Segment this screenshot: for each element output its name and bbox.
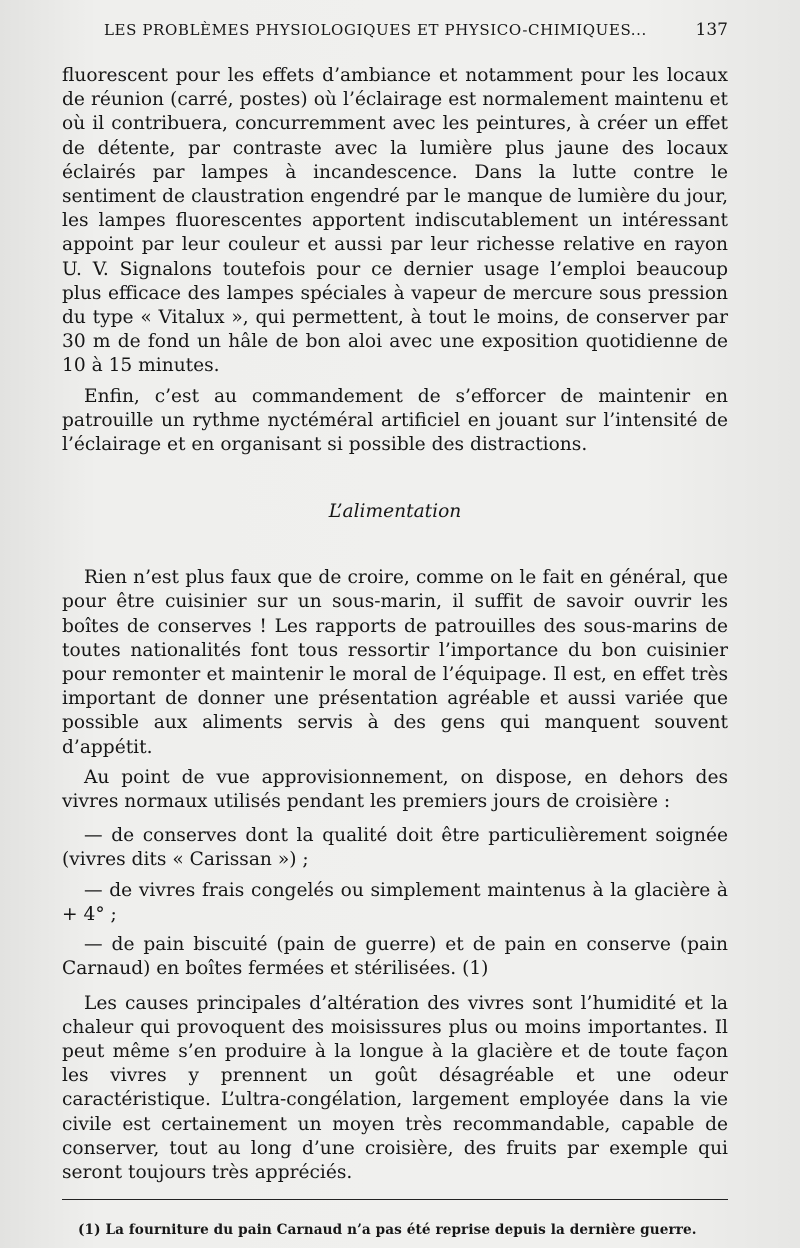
footnote-rule xyxy=(62,1199,728,1200)
section-title: L’alimentation xyxy=(328,501,462,523)
paragraph-supplies: Au point de vue approvisionnement, on dispose, en dehors des vivres normaux utilisés pendant les premiers jours de croisière : xyxy=(62,766,728,813)
paragraph-lighting: fluorescent pour les effets d’ambiance et notamment pour les locaux de réunion (carré, postes) où l’éclairage est normalement maintenu et où il contribuera, concurremment avec les peintures, à créer un effet de détente, par contraste avec la lumière plus jaune des locaux éclairés par lampes à incandescence. Dans la lutte contre le sentiment de claustration engendré par le manque de lumière du jour, les lampes fluorescentes apportent indiscutablement un intéressant appoint par leur couleur et aussi par leur richesse relative en rayon U. V. Signalons toutefois pour ce dernier usage l’emploi beaucoup plus efficace des lampes spéciales à vapeur de mercure sous pression du type « Vitalux », qui permettent, à tout le moins, de conserver par 30 m de fond un hâle de bon aloi avec une exposition quotidienne de 10 à 15 minutes. xyxy=(62,65,728,377)
list-item-conserves: — de conserves dont la qualité doit être particulièrement soignée (vivres dits « Carissan ») ; xyxy=(62,825,728,871)
list-item-frozen: — de vivres frais congelés ou simplement maintenus à la glacière à + 4° ; xyxy=(62,879,728,925)
footnote: (1) La fourniture du pain Carnaud n’a pas été reprise depuis la dernière guerre. xyxy=(78,1222,697,1239)
page-number: 137 xyxy=(695,20,728,40)
list-item-bread: — de pain biscuité (pain de guerre) et de pain en conserve (pain Carnaud) en boîtes fermées et stérilisées. (1) xyxy=(62,934,728,980)
running-head xyxy=(104,16,728,44)
paragraph-cook: Rien n’est plus faux que de croire, comme on le fait en général, que pour être cuisinier sur un sous-marin, il suffit de savoir ouvrir les boîtes de conserves ! Les rapports de patrouilles des sous-marins de toutes nationalités font tous ressortir l’importance du bon cuisinier pour remonter et maintenir le moral de l’équipage. Il est, en effet très important de donner une présentation agréable et aussi variée que possible aux aliments servis à des gens qui manquent souvent d’appétit. xyxy=(62,567,728,758)
paragraph-rhythm: Enfin, c’est au commandement de s’efforcer de maintenir en patrouille un rythme nyctéméral artificiel en jouant sur l’intensité de l’éclairage et en organisant si possible des distractions. xyxy=(62,385,728,456)
running-title: LES PROBLÈMES PHYSIOLOGIQUES ET PHYSICO-CHIMIQUES... xyxy=(104,21,647,39)
paragraph-spoilage: Les causes principales d’altération des vivres sont l’humidité et la chaleur qui provoquent des moisissures plus ou moins importantes. Il peut même s’en produire à la longue à la glacière et de toute façon les vivres y prennent un goût désagréable et une odeur caractéristique. L’ultra-congélation, largement employée dans la vie civile est certainement un moyen très recommandable, capable de conserver, tout au long d’une croisière, des fruits par exemple qui seront toujours très appréciés. xyxy=(62,992,728,1183)
